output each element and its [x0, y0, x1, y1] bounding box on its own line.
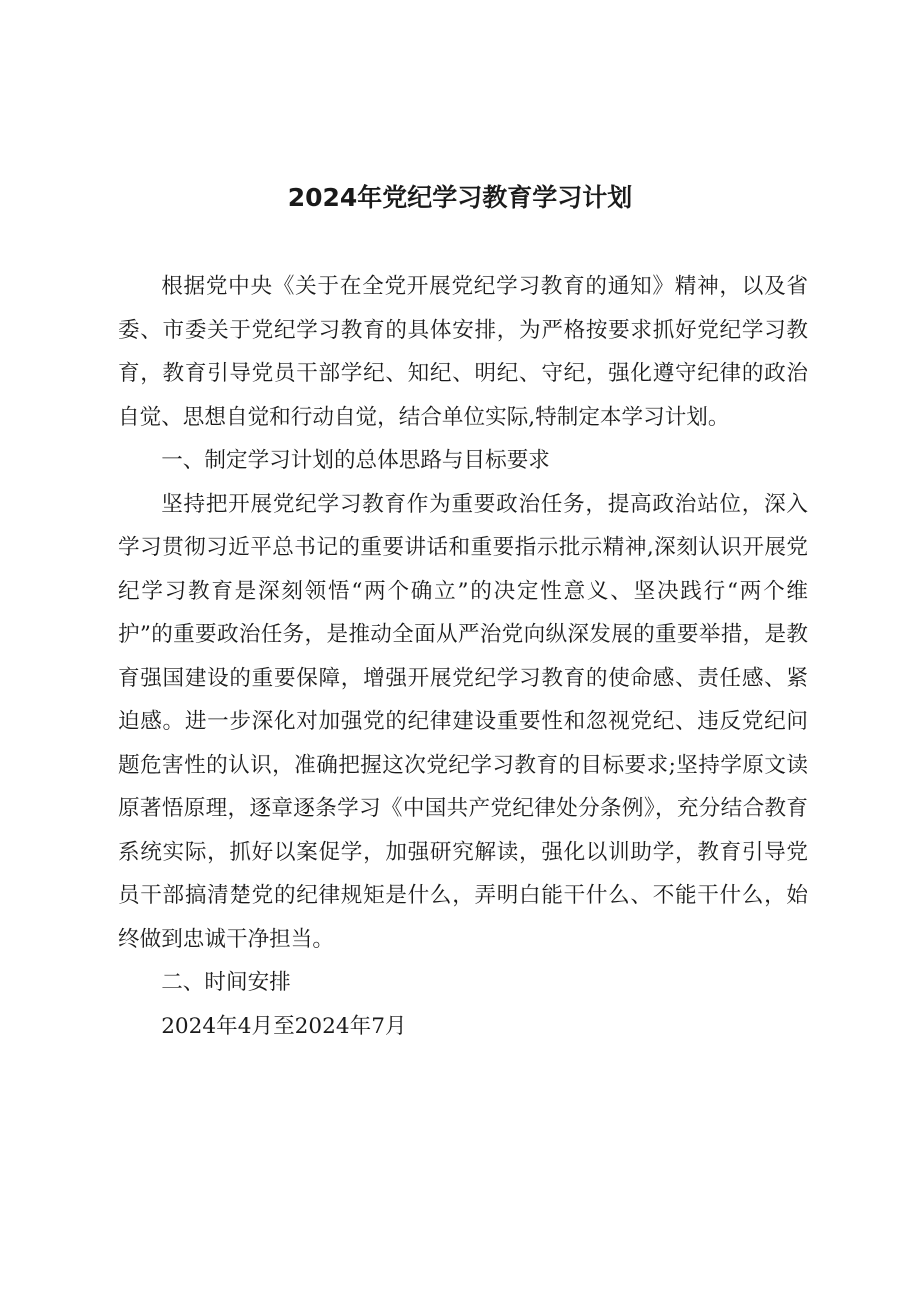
intro-paragraph: 根据党中央《关于在全党开展党纪学习教育的通知》精神，以及省委、市委关于党纪学习教育的具体安排，为严格按要求抓好党纪学习教育，教育引导党员干部学纪、知纪、明纪、守纪，强化遵守纪律的政治自觉、思想自觉和行动自觉，结合单位实际,特制定本学习计划。 [118, 274, 808, 430]
document-body [118, 265, 808, 1048]
section-2-heading: 二、时间安排 [161, 970, 291, 995]
section-1-paragraph: 坚持把开展党纪学习教育作为重要政治任务，提高政治站位，深入学习贯彻习近平总书记的重要讲话和重要指示批示精神,深刻认识开展党纪学习教育是深刻领悟“两个确立”的决定性意义、坚决践行“两个维护”的重要政治任务，是推动全面从严治党向纵深发展的重要举措，是教育强国建设的重要保障，增强开展党纪学习教育的使命感、责任感、紧迫感。进一步深化对加强党的纪律建设重要性和忽视党纪、违反党纪问题危害性的认识，准确把握这次党纪学习教育的目标要求;坚持学原文读原著悟原理，逐章逐条学习《中国共产党纪律处分条例》，充分结合教育系统实际，抓好以案促学，加强研究解读，强化以训助学，教育引导党员干部搞清楚党的纪律规矩是什么，弄明白能干什么、不能干什么，始终做到忠诚干净担当。 [118, 491, 808, 952]
section-1-heading: 一、制定学习计划的总体思路与目标要求 [161, 448, 550, 473]
document-title: 2024年党纪学习教育学习计划 [287, 183, 633, 212]
section-2-paragraph: 2024年4月至2024年7月 [161, 1013, 407, 1039]
